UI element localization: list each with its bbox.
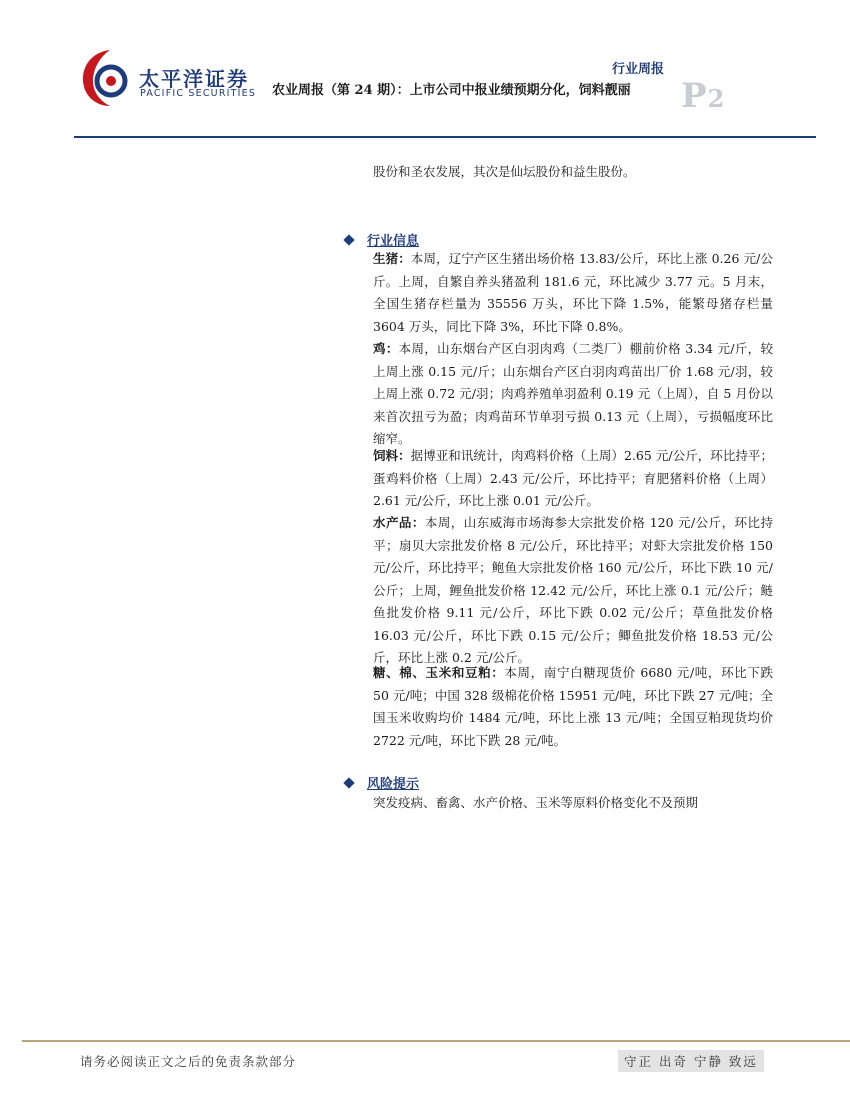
info-label: 生猪：: [373, 251, 411, 266]
report-type: 行业周报: [612, 62, 665, 77]
section-industry-info: [345, 230, 419, 249]
section-risk: [345, 773, 419, 792]
pacific-securities-logo-icon: [80, 46, 134, 108]
section-heading: 风险提示: [367, 777, 420, 792]
header-divider: [74, 136, 816, 138]
info-paragraph-commodities: [373, 662, 773, 752]
disclaimer-text: 请务必阅读正文之后的免责条款部分: [80, 1054, 297, 1069]
report-title: 农业周报（第 24 期）：上市公司中报业绩预期分化，饲料靓丽: [272, 83, 631, 98]
info-text: 本周，山东威海市场海参大宗批发价格 120 元/公斤，环比持平；扇贝大宗批发价格 8 元/公斤，环比持平；对虾大宗批发价格 150 元/公斤，环比持平；鲍鱼大宗批发价格 160 元/公斤，环比下跌 10 元/公斤；上周，鲤鱼批发价格 12.42 元/公斤，环比上涨 0.1 元/公斤；鲢鱼批发价格 9.11 元/公斤，环比下跌 0.02 元/公斤；草鱼批发价格 16.03 元/公斤，环比下跌 0.15 元/公斤；鲫鱼批发价格 18.53 元/公斤，环比上涨 0.2 元/公斤。: [373, 515, 773, 665]
diamond-bullet-icon: [343, 777, 354, 788]
company-motto: 守正 出奇 宁静 致远: [618, 1050, 764, 1072]
footer-divider: [22, 1040, 850, 1042]
page-letter: P: [681, 76, 708, 116]
info-label: 水产品：: [373, 515, 425, 530]
page-number: [681, 76, 725, 116]
info-paragraph-chicken: [373, 338, 773, 451]
info-text: 本周，南宁白糖现货价 6680 元/吨，环比下跌 50 元/吨；中国 328 级棉花价格 15951 元/吨，环比下跌 27 元/吨；全国玉米收购均价 1484 元/吨，环比上涨 13 元/吨；全国豆粕现货均价 2722 元/吨，环比下跌 28 元/吨。: [373, 665, 773, 748]
section-heading: 行业信息: [367, 234, 420, 249]
page-digit: 2: [707, 84, 726, 113]
diamond-bullet-icon: [343, 234, 354, 245]
brand-name-en: PACIFIC SECURITIES: [140, 88, 257, 99]
info-paragraph-aquatic: [373, 512, 773, 670]
info-text: 据博亚和讯统计，肉鸡料价格（上周）2.65 元/公斤，环比持平；蛋鸡料价格（上周）2.43 元/公斤，环比持平；育肥猪料价格（上周）2.61 元/公斤，环比上涨 0.01 元/公斤。: [373, 448, 773, 508]
brand-name-cn: 太平洋证券: [139, 67, 249, 91]
info-paragraph-feed: [373, 445, 773, 513]
intro-paragraph: 股份和圣农发展，其次是仙坛股份和益生股份。: [373, 164, 636, 179]
info-text: 本周，辽宁产区生猪出场价格 13.83/公斤，环比上涨 0.26 元/公斤。上周，自繁自养头猪盈利 181.6 元，环比减少 3.77 元。5 月末，全国生猪存栏量为 35556 万头，环比下降 1.5%，能繁母猪存栏量 3604 万头，同比下降 3%，环比下降 0.8%。: [373, 251, 773, 334]
info-text: 本周，山东烟台产区白羽肉鸡（二类厂）棚前价格 3.34 元/斤，较上周上涨 0.15 元/斤；山东烟台产区白羽肉鸡苗出厂价 1.68 元/羽，较上周上涨 0.72 元/羽；肉鸡养殖单羽盈利 0.19 元（上周），自 5 月份以来首次扭亏为盈；肉鸡苗环节单羽亏损 0.13 元（上周），亏损幅度环比缩窄。: [373, 341, 773, 446]
info-label: 鸡：: [373, 341, 399, 356]
info-label: 糖、棉、玉米和豆粕：: [373, 665, 505, 680]
info-paragraph-hog: [373, 248, 773, 338]
risk-paragraph: 突发疫病、畜禽、水产价格、玉米等原料价格变化不及预期: [373, 795, 699, 810]
info-label: 饲料：: [373, 448, 411, 463]
